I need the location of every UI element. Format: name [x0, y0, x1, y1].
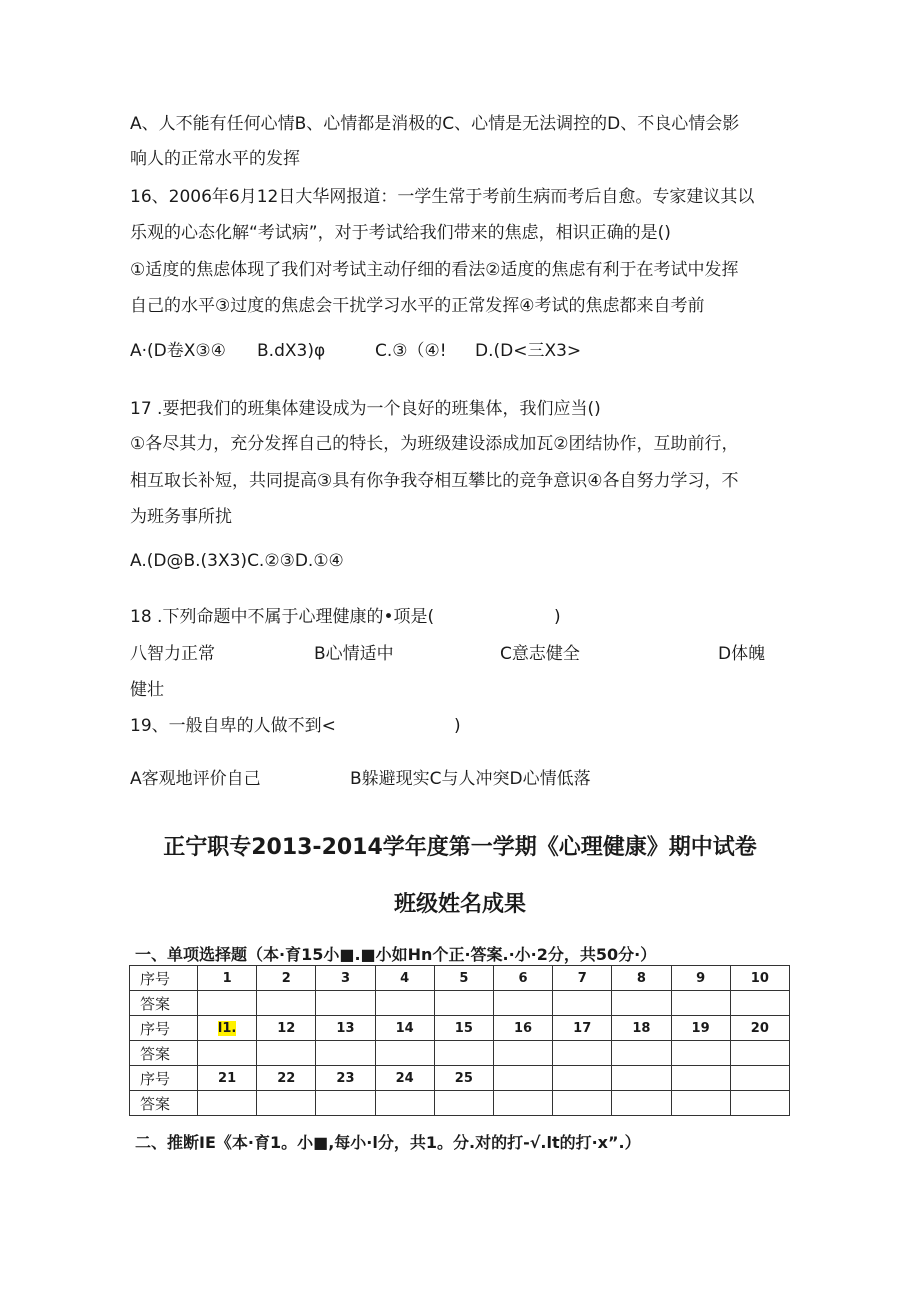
empty-cell: [730, 1066, 789, 1091]
answer-cell[interactable]: [612, 1041, 671, 1066]
question-number-cell: 16: [493, 1016, 552, 1041]
empty-cell: [553, 1091, 612, 1116]
question-number-cell: 1: [198, 966, 257, 991]
q17-stem-line3: 相互取长补短，共同提高③具有你争我夺相互攀比的竞争意识④各自努力学习，不: [130, 471, 739, 491]
row-label-answer: 答案: [130, 991, 198, 1016]
answer-cell[interactable]: [375, 1041, 434, 1066]
empty-cell: [553, 1066, 612, 1091]
question-number-cell: 21: [198, 1066, 257, 1091]
answer-cell[interactable]: [198, 1041, 257, 1066]
empty-cell: [730, 1091, 789, 1116]
q18-option-b: B心情适中: [314, 644, 394, 664]
table-row: [130, 991, 790, 1016]
question-number-cell: 3: [316, 966, 375, 991]
table-row: [130, 1016, 790, 1041]
question-number-cell: 13: [316, 1016, 375, 1041]
answer-cell[interactable]: [316, 991, 375, 1016]
answer-cell[interactable]: [493, 1041, 552, 1066]
table-row: [130, 1091, 790, 1116]
section2-heading: 二、推断IE《本·育1。小■,每小·l分，共1。分.对的打-√.lt的打·x”.）: [135, 1133, 641, 1152]
question-number-cell: 8: [612, 966, 671, 991]
question-number-cell: 22: [257, 1066, 316, 1091]
q18-option-d: D体魄: [718, 644, 766, 664]
question-number-cell: 9: [671, 966, 730, 991]
question-number-cell: 17: [553, 1016, 612, 1041]
question-number-cell: 23: [316, 1066, 375, 1091]
q18-paren: ): [554, 607, 561, 627]
q18-stem: 18 .下列命题中不属于心理健康的•项是(: [130, 607, 435, 627]
answer-cell[interactable]: [671, 1041, 730, 1066]
answer-cell[interactable]: [553, 991, 612, 1016]
answer-cell[interactable]: [730, 991, 789, 1016]
question-number-cell: 6: [493, 966, 552, 991]
question-number-cell: 14: [375, 1016, 434, 1041]
exam-subtitle: 班级姓名成果: [393, 892, 526, 917]
q19-options-bcd: B躲避现实C与人冲突D心情低落: [350, 769, 591, 789]
q17-options: A.(D@B.(3X3)C.②③D.①④: [130, 551, 344, 571]
q16-option-c: C.③（④!: [375, 341, 447, 361]
question-number-cell: 20: [730, 1016, 789, 1041]
row-label-answer: 答案: [130, 1091, 198, 1116]
answer-cell[interactable]: [257, 1091, 316, 1116]
table-row: [130, 966, 790, 991]
answer-cell[interactable]: [671, 991, 730, 1016]
answer-cell[interactable]: [257, 1041, 316, 1066]
section1-heading: 一、单项选择题（本·育15小■.■小如Hn个正·答案.·小·2分，共50分·）: [135, 945, 657, 964]
answer-cell[interactable]: [375, 1091, 434, 1116]
question-number-cell: 7: [553, 966, 612, 991]
row-label-number: 序号: [130, 1066, 198, 1091]
question-number-cell: 18: [612, 1016, 671, 1041]
answer-cell[interactable]: [257, 991, 316, 1016]
q18-option-d-cont: 健壮: [130, 680, 164, 700]
empty-cell: [671, 1091, 730, 1116]
answer-cell[interactable]: [612, 991, 671, 1016]
q19-option-a: A客观地评价自己: [130, 769, 261, 789]
q16-stem-line1: 16、2006年6月12日大华网报道：一学生常于考前生病而考后自愈。专家建议其以: [130, 187, 755, 207]
answer-cell[interactable]: [434, 991, 493, 1016]
q16-stem-line4: 自己的水平③过度的焦虑会干扰学习水平的正常发挥④考试的焦虑都来自考前: [130, 296, 705, 316]
q16-stem-line2: 乐观的心态化解“考试病”，对于考试给我们带来的焦虑，相识正确的是(): [130, 223, 671, 243]
empty-cell: [493, 1066, 552, 1091]
question-number-cell: 5: [434, 966, 493, 991]
question-number-cell: 19: [671, 1016, 730, 1041]
row-label-number: 序号: [130, 966, 198, 991]
answer-cell[interactable]: [198, 1091, 257, 1116]
row-label-number: 序号: [130, 1016, 198, 1041]
row-label-answer: 答案: [130, 1041, 198, 1066]
answer-cell[interactable]: [375, 991, 434, 1016]
q16-option-d: D.(D<三X3>: [475, 341, 582, 361]
q17-stem-line4: 为班务事所扰: [130, 507, 232, 527]
q19-stem: 19、一般自卑的人做不到<: [130, 716, 336, 736]
question-number-cell: 15: [434, 1016, 493, 1041]
empty-cell: [612, 1091, 671, 1116]
q18-option-c: C意志健全: [500, 644, 580, 664]
q15-options-line: A、人不能有任何心情B、心情都是消极的C、心情是无法调控的D、不良心情会影: [130, 114, 740, 134]
question-number-cell: 10: [730, 966, 789, 991]
q17-stem-line1: 17 .要把我们的班集体建设成为一个良好的班集体，我们应当(): [130, 399, 601, 419]
q17-stem-line2: ①各尽其力，充分发挥自己的特长，为班级建设添成加瓦②团结协作，互助前行，: [130, 434, 739, 454]
answer-cell[interactable]: [730, 1041, 789, 1066]
answer-cell[interactable]: [316, 1041, 375, 1066]
question-number-cell: 12: [257, 1016, 316, 1041]
answer-cell[interactable]: [493, 991, 552, 1016]
answer-cell[interactable]: [553, 1041, 612, 1066]
question-number-cell: 24: [375, 1066, 434, 1091]
q18-option-a: 八智力正常: [130, 644, 215, 664]
answer-grid: [129, 965, 790, 1116]
question-number-cell: 2: [257, 966, 316, 991]
q16-option-b: B.dX3)φ: [257, 341, 326, 361]
q16-stem-line3: ①适度的焦虑体现了我们对考试主动仔细的看法②适度的焦虑有利于在考试中发挥: [130, 260, 739, 280]
question-number-cell: 25: [434, 1066, 493, 1091]
answer-cell[interactable]: [434, 1091, 493, 1116]
q19-paren: ): [454, 716, 461, 736]
empty-cell: [493, 1091, 552, 1116]
table-row: [130, 1066, 790, 1091]
empty-cell: [671, 1066, 730, 1091]
answer-cell[interactable]: [316, 1091, 375, 1116]
answer-cell[interactable]: [198, 991, 257, 1016]
table-row: [130, 1041, 790, 1066]
exam-title: 正宁职专2013-2014学年度第一学期《心理健康》期中试卷: [163, 835, 757, 860]
question-number-cell: [198, 1016, 257, 1041]
q15-options-line-cont: 响人的正常水平的发挥: [130, 149, 300, 169]
q16-option-a: A·(D卷X③④: [130, 341, 226, 361]
answer-cell[interactable]: [434, 1041, 493, 1066]
empty-cell: [612, 1066, 671, 1091]
question-number-cell: 4: [375, 966, 434, 991]
highlighted-number: l1.: [217, 1020, 237, 1036]
